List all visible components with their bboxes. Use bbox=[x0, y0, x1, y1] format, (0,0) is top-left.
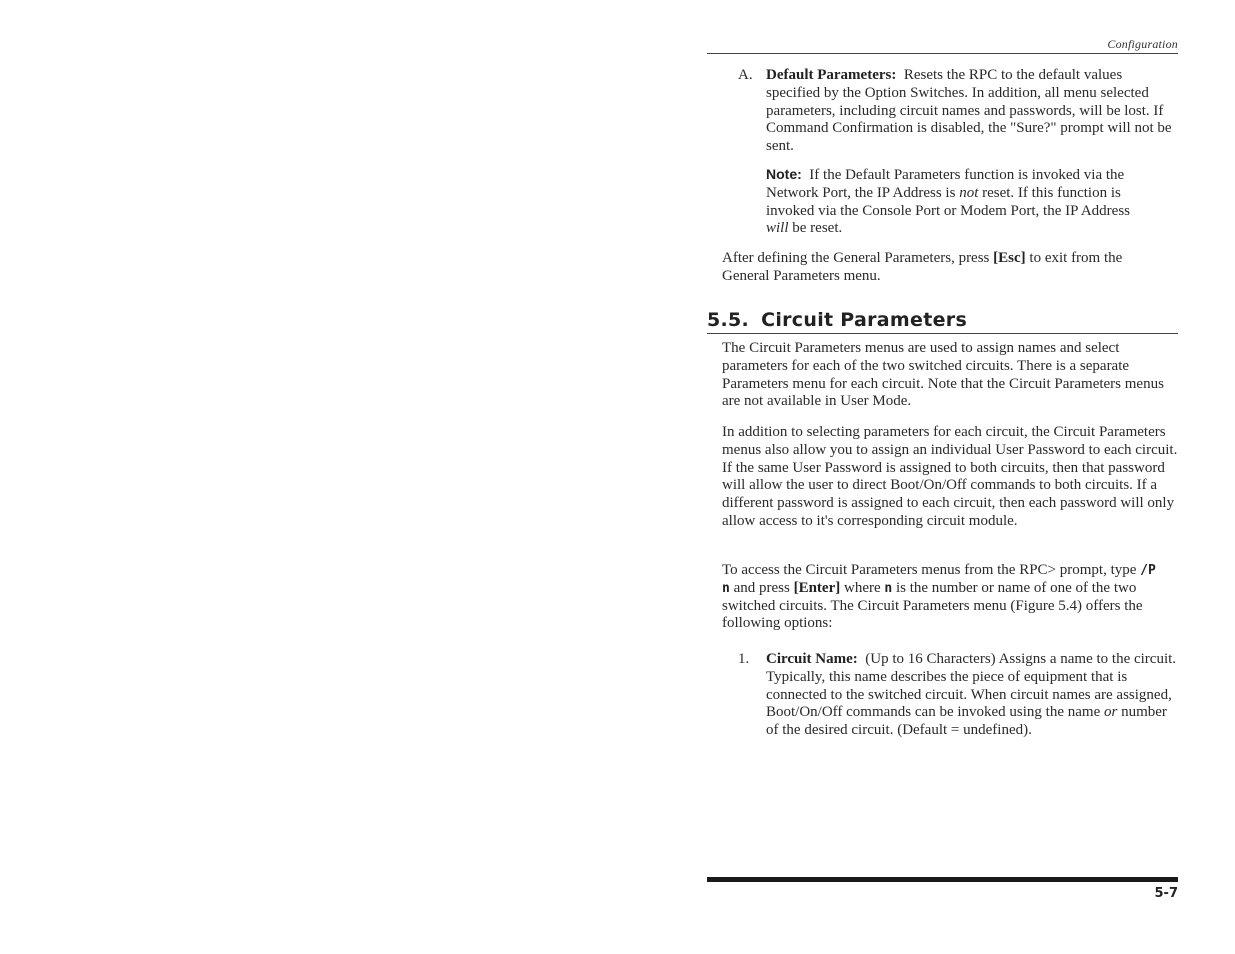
note-text-3: be reset. bbox=[792, 220, 843, 237]
footer-bar bbox=[707, 877, 1178, 882]
after-general-text-2: to exit from the General Parameters menu. bbox=[722, 250, 1123, 284]
paragraph-1: The Circuit Parameters menus are used to assign names and select parameters for each of the two switched circuits. There is a separate Parameters menu for each circuit. Note that the Circuit Parameters menus are not available in User Mode. bbox=[722, 340, 1164, 410]
section-title: Circuit Parameters bbox=[761, 309, 968, 331]
paragraph-3 bbox=[722, 562, 1170, 633]
item-a-marker: A. bbox=[738, 67, 753, 83]
item-a-term: Default Parameters: bbox=[766, 67, 897, 83]
section-rule bbox=[707, 333, 1178, 334]
note-label: Note: bbox=[766, 166, 802, 182]
paragraph-2: In addition to selecting parameters for each circuit, the Circuit Parameters menus also allow you to assign an individual User Password to each circuit. If the same User Password is assigned to both circuits, then that password will allow the user to direct Boot/On/Off commands to both circuits. If a different password is assigned to each circuit, then each password will only allow access to it's corresponding circuit module. bbox=[722, 424, 1178, 529]
item-a-description: Resets the RPC to the default values specified by the Option Switches. In addition, all menu selected parameters, including circuit names and passwords, will be lost. If Command Confirmation is disabled, the "Sure?" prompt will not be sent. bbox=[766, 67, 1172, 155]
manual-page bbox=[707, 0, 1178, 954]
note-text-1: If the Default Parameters function is invoked via the Network Port, the IP Address is bbox=[766, 167, 1125, 201]
header-rule bbox=[707, 53, 1178, 54]
item-1-description-1: (Up to 16 Characters) Assigns a name to the circuit. Typically, this name describes the piece of equipment that is connected to the switched circuit. When circuit names are assigned, Boot/On/Off commands can be invoked using the name bbox=[766, 651, 1177, 721]
item-1-circuit-name bbox=[766, 651, 1178, 740]
after-general-paragraph bbox=[722, 250, 1170, 286]
p3-variable: n bbox=[884, 580, 893, 596]
p3-command: /P n bbox=[722, 563, 1156, 596]
item-1-emphasis-or: or bbox=[1104, 704, 1118, 721]
section-number: 5.5. bbox=[707, 309, 750, 331]
note-emphasis-not: not bbox=[959, 184, 979, 201]
enter-key: [Enter] bbox=[793, 579, 841, 596]
page-number: 5-7 bbox=[1154, 886, 1178, 901]
after-general-text-1: After defining the General Parameters, press bbox=[722, 250, 990, 266]
item-1-marker: 1. bbox=[738, 651, 750, 667]
p3-text-2: and press bbox=[733, 579, 790, 596]
item-1-term: Circuit Name: bbox=[766, 651, 858, 667]
p3-text-4: is the number or name of one of the two switched circuits. The Circuit Parameters menu (Figure 5.4) offers the following options: bbox=[722, 579, 1143, 632]
item-a-default-parameters bbox=[766, 67, 1178, 156]
note-text-2: reset. If this function is invoked via the Console Port or Modem Port, the IP Address bbox=[766, 184, 1130, 219]
note-block bbox=[766, 166, 1146, 238]
section-heading bbox=[707, 309, 1178, 331]
esc-key: [Esc] bbox=[993, 250, 1026, 266]
p3-text-3: where bbox=[843, 579, 881, 596]
p3-text-1: To access the Circuit Parameters menus from the RPC> prompt, type bbox=[722, 562, 1137, 578]
item-1-description-2: number of the desired circuit. (Default = undefined). bbox=[766, 704, 1167, 739]
running-head: Configuration bbox=[1107, 37, 1178, 51]
note-emphasis-will: will bbox=[766, 220, 789, 237]
